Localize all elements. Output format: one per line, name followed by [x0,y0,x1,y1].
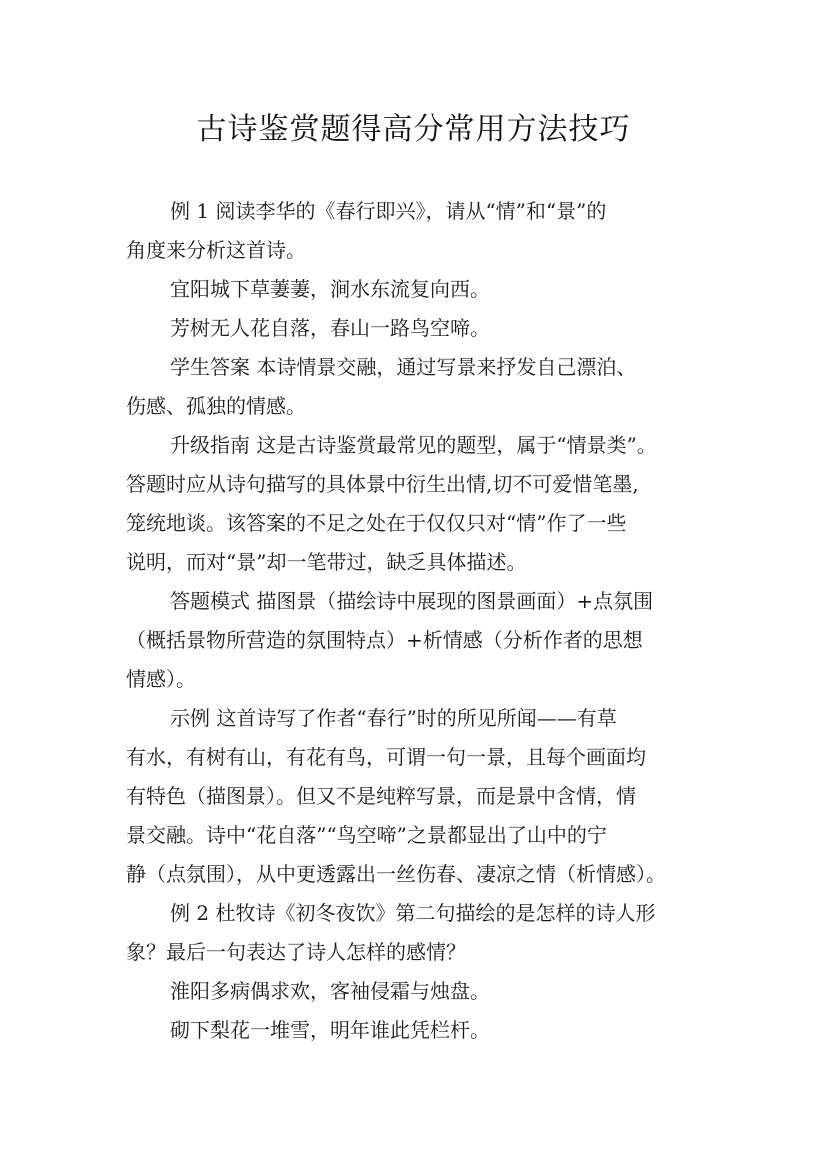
paragraph-line: 答题时应从诗句描写的具体景中衍生出情,切不可爱惜笔墨, [126,472,639,496]
paragraph-line: 学生答案 本诗情景交融，通过写景来抒发自己漂泊、 [170,355,637,379]
paragraph-line: 有水，有树有山，有花有鸟，可谓一句一景，且每个画面均 [126,745,646,769]
paragraph-line: 情感）。 [126,667,196,691]
paragraph-line: 升级指南 这是古诗鉴赏最常见的题型，属于“情景类”。 [170,433,657,457]
poem-line: 砌下梨花一堆雪，明年谁此凭栏杆。 [170,1018,490,1042]
paragraph-line: 有特色（描图景）。但又不是纯粹写景，而是景中含情，情 [126,784,636,808]
paragraph-line: 角度来分析这首诗。 [126,238,306,262]
paragraph-line: 象？最后一句表达了诗人怎样的感情？ [126,940,466,964]
paragraph-line: 说明，而对“景”却一笔带过，缺乏具体描述。 [126,550,527,574]
paragraph-line: 笼统地谈。该答案的不足之处在于仅仅只对“情”作了一些 [126,511,627,535]
paragraph-line: 景交融。诗中“花自落”“鸟空啼”之景都显出了山中的宁 [126,823,607,847]
poem-line: 淮阳多病偶求欢，客袖侵霜与烛盘。 [170,979,490,1003]
paragraph-line: 伤感、孤独的情感。 [126,394,306,418]
poem-line: 宜阳城下草萋萋，涧水东流复向西。 [170,277,490,301]
paragraph-line: 例 1 阅读李华的《春行即兴》，请从“情”和“景”的 [170,199,607,223]
poem-line: 芳树无人花自落，春山一路鸟空啼。 [170,316,490,340]
paragraph-line: 示例 这首诗写了作者“春行”时的所见所闻——有草 [170,706,617,730]
paragraph-line: 静（点氛围），从中更透露出一丝伤春、凄凉之情（析情感）。 [126,862,666,886]
paragraph-line: （概括景物所营造的氛围特点）+析情感（分析作者的思想 [126,628,643,652]
document-title: 古诗鉴赏题得高分常用方法技巧 [196,112,631,147]
paragraph-line: 例 2 杜牧诗《初冬夜饮》第二句描绘的是怎样的诗人形 [170,901,656,925]
paragraph-line: 答题模式 描图景（描绘诗中展现的图景画面）+点氛围 [170,589,654,613]
